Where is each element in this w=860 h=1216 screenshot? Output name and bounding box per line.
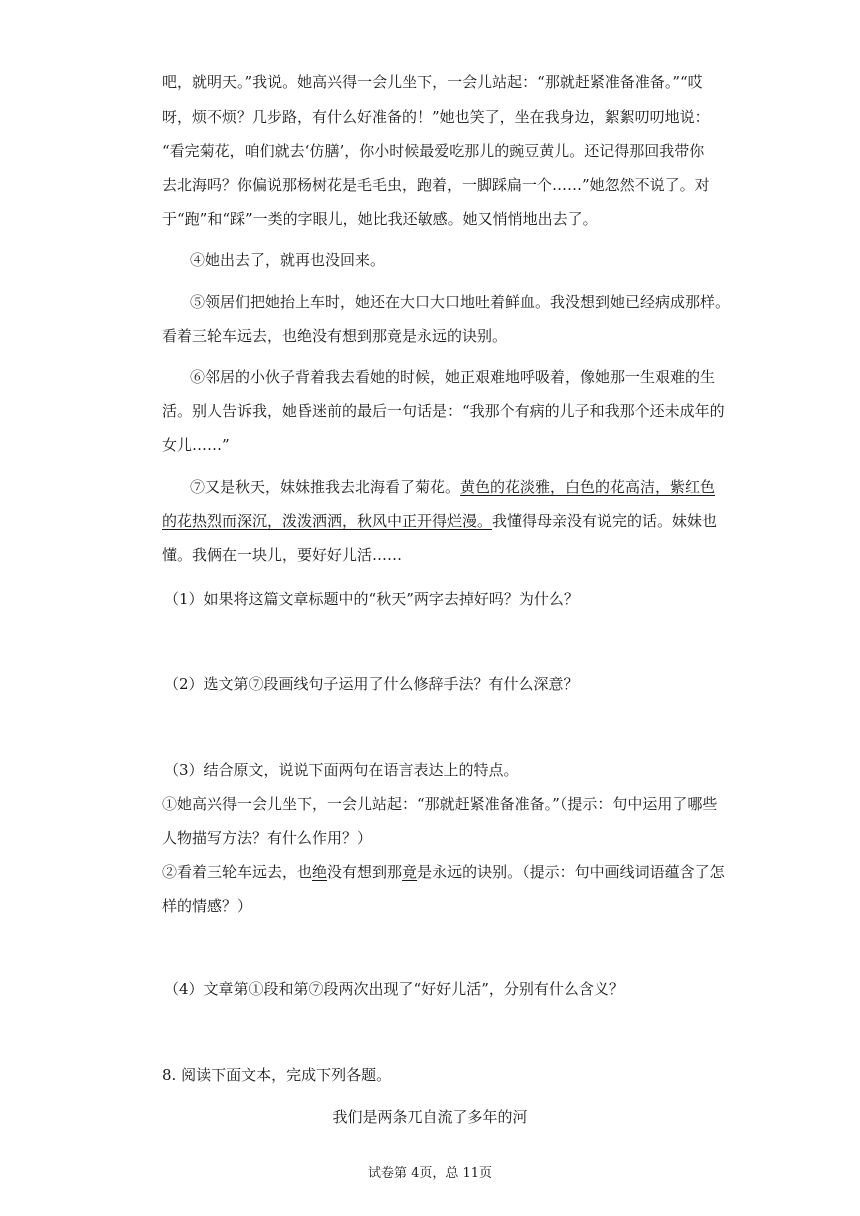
para6-line: 活。别人告诉我，她昏迷前的最后一句话是：“我那个有病的儿子和我那个还未成年的 [162,402,725,420]
para4: ④她出去了，就再也没回来。 [190,251,386,269]
underlined-word: 绝 [312,863,328,881]
question-4: （4）文章第①段和第⑦段两次出现了“好好儿活”，分别有什么含义？ [164,980,624,998]
q3b-text: ②看着三轮车远去，也 [162,863,313,881]
question-2: （2）选文第⑦段画线句子运用了什么修辞手法？有什么深意？ [164,675,579,693]
underlined-word: 竟 [402,863,418,881]
para7-text: 我懂得母亲没有说完的话。妹妹也 [492,512,718,530]
underlined-sentence: 黄色的花淡雅，白色的花高洁，紫红色 [460,478,716,496]
question-8: 8. 阅读下面文本，完成下列各题。 [162,1066,392,1084]
para3-line: “看完菊花，咱们就去‘仿膳’，你小时候最爱吃那儿的豌豆黄儿。还记得那回我带你 [162,142,705,160]
question-3a-line: ①她高兴得一会儿坐下，一会儿站起：“那就赶紧准备准备。”（提示：句中运用了哪些 [162,795,718,813]
para7-line-3: 懂。我俩在一块儿，要好好儿活…… [162,546,403,564]
para3-line: 去北海吗？你偏说那杨树花是毛毛虫，跑着，一脚踩扁一个……”她忽然不说了。对 [162,176,710,194]
para5-line: 看着三轮车远去，也绝没有想到那竟是永远的诀别。 [162,327,508,345]
para7-line-1 [190,477,715,497]
para7-text: ⑦又是秋天，妹妹推我去北海看了菊花。 [190,478,461,496]
question-3: （3）结合原文，说说下面两句在语言表达上的特点。 [164,761,519,779]
question-1: （1）如果将这篇文章标题中的“秋天”两字去掉好吗？为什么？ [164,590,579,608]
underlined-sentence: 的花热烈而深沉，泼泼洒洒，秋风中正开得烂漫。 [162,512,493,530]
passage-title: 我们是两条兀自流了多年的河 [332,1108,528,1126]
para7-line-2 [162,511,717,531]
page-footer: 试卷第 4页，总 11页 [367,1166,493,1181]
question-3b-line-2: 样的情感？） [162,897,253,915]
question-3a-line: 人物描写方法？有什么作用？） [162,829,373,847]
para5-line: ⑤领居们把她抬上车时，她还在大口大口地吐着鲜血。我没想到她已经病成那样。 [190,293,731,311]
para6-line: 女儿……” [162,436,230,454]
q3b-text: 没有想到那 [327,863,403,881]
q3b-text: 是永远的诀别。（提示：句中画线词语蕴含了怎 [417,863,725,881]
para6-line: ⑥邻居的小伙子背着我去看她的时候，她正艰难地呼吸着，像她那一生艰难的生 [190,368,716,386]
para3-line: 呀，烦不烦？几步路，有什么好准备的！”她也笑了，坐在我身边，絮絮叨叨地说： [162,108,710,126]
para3-line: 吧，就明天。”我说。她高兴得一会儿坐下，一会儿站起：“那就赶紧准备准备。”“哎 [162,73,703,91]
question-3b-line-1 [162,862,725,882]
para3-line: 于“跑”和“踩”一类的字眼儿，她比我还敏感。她又悄悄地出去了。 [162,210,598,228]
